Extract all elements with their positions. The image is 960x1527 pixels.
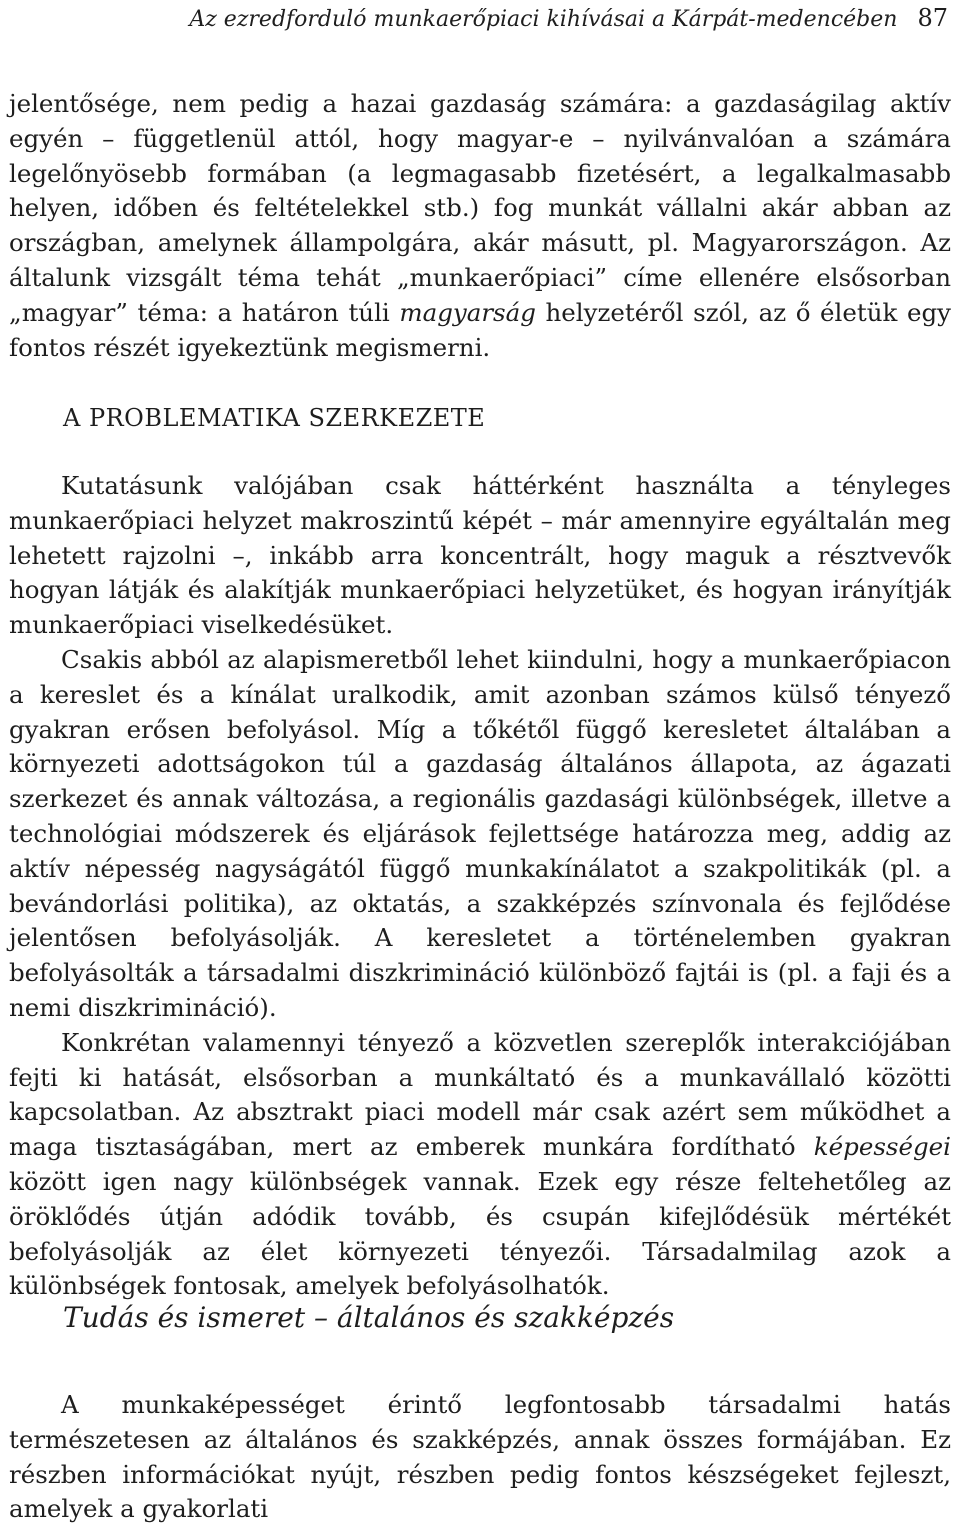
body-paragraph-2: Csakis abból az alapismeretből lehet kiindulni, hogy a munkaerőpiacon a kereslet és a kínálat uralkodik, amit azonban számos külső tényező gyakran erősen befolyásol. Míg a tőkétől függő keresletet általában a környezeti adottságokon túl a gazdaság általános állapota, az ágazati szerkezet és annak változása, a regionális gazdasági különbségek, illetve a technológiai módszerek és eljárások fejlettsége határozza meg, addig az aktív népesség nagyságától függő munkakínálatot a szakpolitikák (pl. a bevándorlási politika), az oktatás, a szakképzés színvonala és fejlődése jelentősen befolyásolják. A keresletet a történelemben gyakran befolyásolták a társadalmi diszkrimináció különböző fajtái is (pl. a faji és a nemi diszkrimináció). (9, 644, 951, 1022)
para3-italic-term: képességei (813, 1132, 951, 1162)
running-title: Az ezredforduló munkaerőpiaci kihívásai a Kárpát-medencében (189, 7, 898, 32)
para3-text-2: között igen nagy különbségek vannak. Ezek egy része feltehetőleg az öröklődés útján adódik tovább, és csupán kifejlődésük mértékét befolyásolják az élet környezeti tényezői. Társadalmilag azok a különbségek fontosak, amelyek befolyásolhatók. (9, 1166, 951, 1301)
body-block (9, 469, 951, 1304)
body-paragraph-1: Kutatásunk valójában csak háttérként használta a tényleges munkaerőpiaci helyzet makroszintű képét – már amennyire egyáltalán meg lehetett rajzolni –, inkább arra koncentrált, hogy maguk a résztvevők hogyan látják és alakítják munkaerőpiaci helyzetüket, és hogyan irányítják munkaerőpiaci viselkedésüket. (9, 471, 951, 640)
intro-italic-term: magyarság (399, 297, 536, 327)
intro-block (9, 87, 951, 365)
intro-paragraph (9, 87, 951, 365)
section-heading: A PROBLEMATIKA SZERKEZETE (63, 404, 486, 432)
section-heading-block (63, 402, 960, 434)
final-block (9, 1388, 951, 1527)
para3-text-1: Konkrétan valamennyi tényező a közvetlen szereplők interakciójában fejti ki hatását, elsősorban a munkáltató és a munkavállaló közötti kapcsolatban. Az absztrakt piaci modell már csak azért sem működhet a maga tisztaságában, mert az emberek munkára fordítható (9, 1027, 951, 1162)
body-paragraph-3 (9, 1026, 951, 1304)
subsection-heading: Tudás és ismeret – általános és szakképzés (63, 1301, 675, 1334)
intro-text-2: helyzetéről szól, az ő életük egy fontos részét igyekeztünk megismerni. (9, 297, 951, 362)
subsection-heading-block (63, 1300, 960, 1336)
intro-text-1: jelentősége, nem pedig a hazai gazdaság számára: a gazdaságilag aktív egyén – függetlenül attól, hogy magyar-e – nyilvánvalóan a számára legelőnyösebb formában (a legmagasabb fizetésért, a legalkalmasabb helyen, időben és feltételekkel stb.) fog munkát vállalni akár abban az országban, amelynek állampolgára, akár másutt, pl. Magyarországon. Az általunk vizsgált téma tehát „munkaerőpiaci” címe ellenére elsősorban „magyar” téma: a határon túli (9, 89, 951, 327)
page-number: 87 (917, 4, 948, 32)
running-header (12, 3, 948, 35)
body-paragraph-4: A munkaképességet érintő legfontosabb társadalmi hatás természetesen az általános és szakképzés, annak összes formájában. Ez részben információkat nyújt, részben pedig fontos készségeket fejleszt, amelyek a gyakorlati (9, 1390, 951, 1524)
